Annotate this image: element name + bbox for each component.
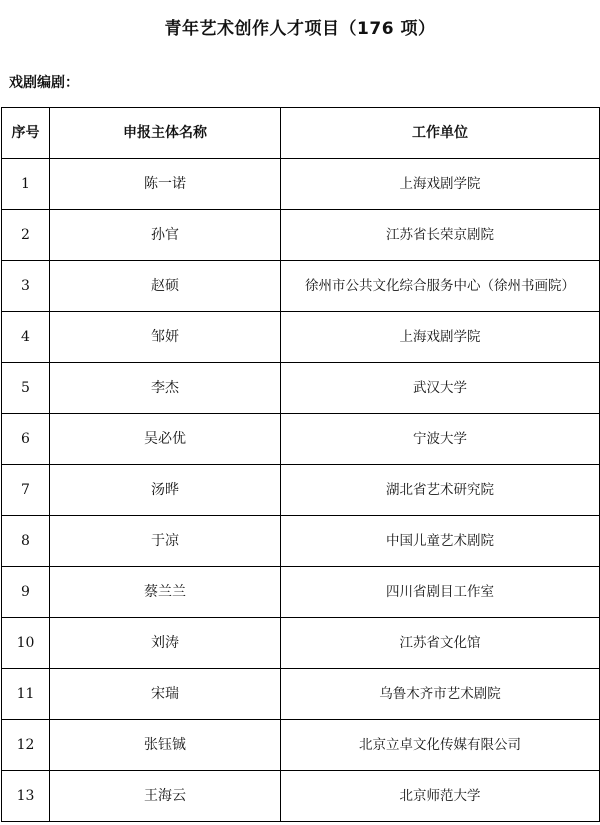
table-row: [2, 669, 600, 720]
cell-work-unit: 四川省剧目工作室: [281, 567, 600, 618]
cell-work-unit: 北京立卓文化传媒有限公司: [281, 720, 600, 771]
table-row: [2, 720, 600, 771]
cell-applicant-name: 陈一诺: [50, 159, 281, 210]
table-row: [2, 261, 600, 312]
cell-applicant-name: 赵硕: [50, 261, 281, 312]
page-title: 青年艺术创作人才项目（176 项）: [164, 19, 436, 39]
table-row: [2, 312, 600, 363]
cell-applicant-name: 于凉: [50, 516, 281, 567]
cell-work-unit: 上海戏剧学院: [281, 159, 600, 210]
cell-work-unit: 江苏省文化馆: [281, 618, 600, 669]
table-row: [2, 516, 600, 567]
cell-applicant-name: 张钰铖: [50, 720, 281, 771]
cell-serial-number: 4: [2, 312, 50, 363]
table-row: [2, 771, 600, 822]
table-row: [2, 363, 600, 414]
cell-serial-number: 11: [2, 669, 50, 720]
cell-applicant-name: 孙官: [50, 210, 281, 261]
cell-applicant-name: 李杰: [50, 363, 281, 414]
cell-serial-number: 12: [2, 720, 50, 771]
cell-applicant-name: 王海云: [50, 771, 281, 822]
cell-applicant-name: 宋瑞: [50, 669, 281, 720]
cell-applicant-name: 刘涛: [50, 618, 281, 669]
section-heading: 戏剧编剧：: [9, 75, 79, 91]
cell-work-unit: 上海戏剧学院: [281, 312, 600, 363]
cell-serial-number: 10: [2, 618, 50, 669]
cell-serial-number: 9: [2, 567, 50, 618]
cell-applicant-name: 邹妍: [50, 312, 281, 363]
table-row: [2, 465, 600, 516]
cell-work-unit: 武汉大学: [281, 363, 600, 414]
cell-serial-number: 6: [2, 414, 50, 465]
cell-work-unit: 徐州市公共文化综合服务中心（徐州书画院）: [281, 261, 600, 312]
talent-table: [1, 107, 600, 822]
cell-work-unit: 江苏省长荣京剧院: [281, 210, 600, 261]
table-row: [2, 210, 600, 261]
cell-applicant-name: 汤晔: [50, 465, 281, 516]
table-row: [2, 159, 600, 210]
table-row: [2, 567, 600, 618]
cell-work-unit: 宁波大学: [281, 414, 600, 465]
cell-applicant-name: 吴必优: [50, 414, 281, 465]
cell-work-unit: 湖北省艺术研究院: [281, 465, 600, 516]
cell-work-unit: 乌鲁木齐市艺术剧院: [281, 669, 600, 720]
cell-applicant-name: 蔡兰兰: [50, 567, 281, 618]
cell-work-unit: 北京师范大学: [281, 771, 600, 822]
cell-serial-number: 1: [2, 159, 50, 210]
table-header-row: [2, 108, 600, 159]
table-row: [2, 414, 600, 465]
cell-work-unit: 中国儿童艺术剧院: [281, 516, 600, 567]
cell-serial-number: 3: [2, 261, 50, 312]
cell-serial-number: 8: [2, 516, 50, 567]
header-serial-number: 序号: [2, 108, 50, 159]
cell-serial-number: 7: [2, 465, 50, 516]
header-applicant-name: 申报主体名称: [50, 108, 281, 159]
cell-serial-number: 13: [2, 771, 50, 822]
cell-serial-number: 5: [2, 363, 50, 414]
table-row: [2, 618, 600, 669]
cell-serial-number: 2: [2, 210, 50, 261]
header-work-unit: 工作单位: [281, 108, 600, 159]
